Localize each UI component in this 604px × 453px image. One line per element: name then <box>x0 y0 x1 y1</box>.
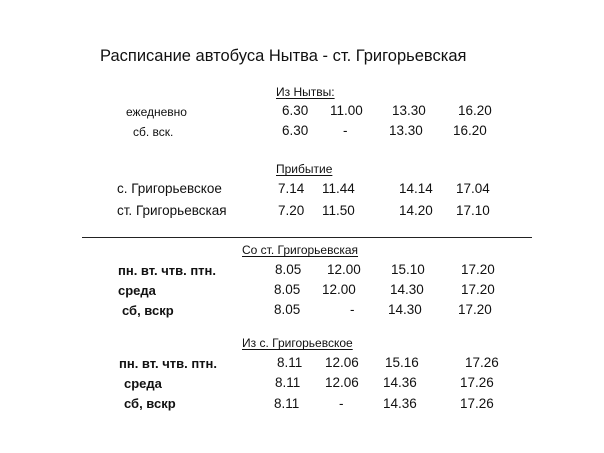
row-label: с. Григорьевское <box>117 181 222 196</box>
time-cell: 14.14 <box>399 181 433 196</box>
time-cell: 13.30 <box>392 103 426 118</box>
time-cell: 7.14 <box>278 181 305 196</box>
section-heading-from-station: Со ст. Григорьевская <box>242 243 359 257</box>
section-heading-arrival: Прибытие <box>276 162 333 176</box>
time-cell: - <box>343 123 348 138</box>
time-cell: 17.20 <box>461 282 495 297</box>
row-label: пн. вт. чтв. птн. <box>119 356 218 371</box>
time-cell: 17.26 <box>460 396 494 411</box>
time-cell: 15.16 <box>385 355 419 370</box>
time-cell: 14.30 <box>388 302 422 317</box>
section-divider <box>82 237 532 238</box>
row-label: среда <box>118 283 156 298</box>
row-label: ежедневно <box>126 105 187 119</box>
time-cell: 15.10 <box>391 262 425 277</box>
time-cell: 11.00 <box>330 103 363 118</box>
time-cell: 12.00 <box>322 282 356 297</box>
time-cell: 8.05 <box>274 282 301 297</box>
page-title: Расписание автобуса Нытва - ст. Григорьевская <box>100 47 467 65</box>
time-cell: 14.30 <box>390 282 424 297</box>
section-heading-from-village: Из с. Григорьевское <box>242 336 353 350</box>
time-cell: 6.30 <box>282 123 309 138</box>
time-cell: 17.10 <box>456 203 490 218</box>
time-cell: 8.05 <box>275 262 302 277</box>
row-label: пн. вт. чтв. птн. <box>118 263 217 278</box>
time-cell: 16.20 <box>453 123 487 138</box>
time-cell: 17.26 <box>465 355 499 370</box>
time-cell: 8.11 <box>275 375 301 390</box>
time-cell: 17.20 <box>461 262 495 277</box>
time-cell: 7.20 <box>278 203 305 218</box>
time-cell: 8.11 <box>274 396 300 411</box>
section-heading-from-nytva: Из Нытвы: <box>276 85 335 99</box>
time-cell: 14.36 <box>383 375 417 390</box>
time-cell: 16.20 <box>458 103 492 118</box>
time-cell: 11.50 <box>322 203 355 218</box>
time-cell: 8.11 <box>277 355 303 370</box>
row-label: среда <box>124 376 162 391</box>
time-cell: 12.00 <box>327 262 361 277</box>
time-cell: 17.26 <box>460 375 494 390</box>
time-cell: 14.20 <box>399 203 433 218</box>
time-cell: 17.04 <box>456 181 490 196</box>
row-label: сб, вскр <box>124 396 176 411</box>
time-cell: 12.06 <box>325 355 359 370</box>
time-cell: 8.05 <box>274 302 301 317</box>
time-cell: - <box>350 302 355 317</box>
time-cell: 12.06 <box>325 375 359 390</box>
row-label: сб. вск. <box>133 125 174 139</box>
time-cell: 6.30 <box>282 103 309 118</box>
time-cell: 11.44 <box>322 181 355 196</box>
row-label: сб, вскр <box>122 303 174 318</box>
time-cell: 14.36 <box>383 396 417 411</box>
row-label: ст. Григорьевская <box>117 203 227 218</box>
time-cell: 13.30 <box>389 123 423 138</box>
time-cell: - <box>339 396 344 411</box>
time-cell: 17.20 <box>458 302 492 317</box>
